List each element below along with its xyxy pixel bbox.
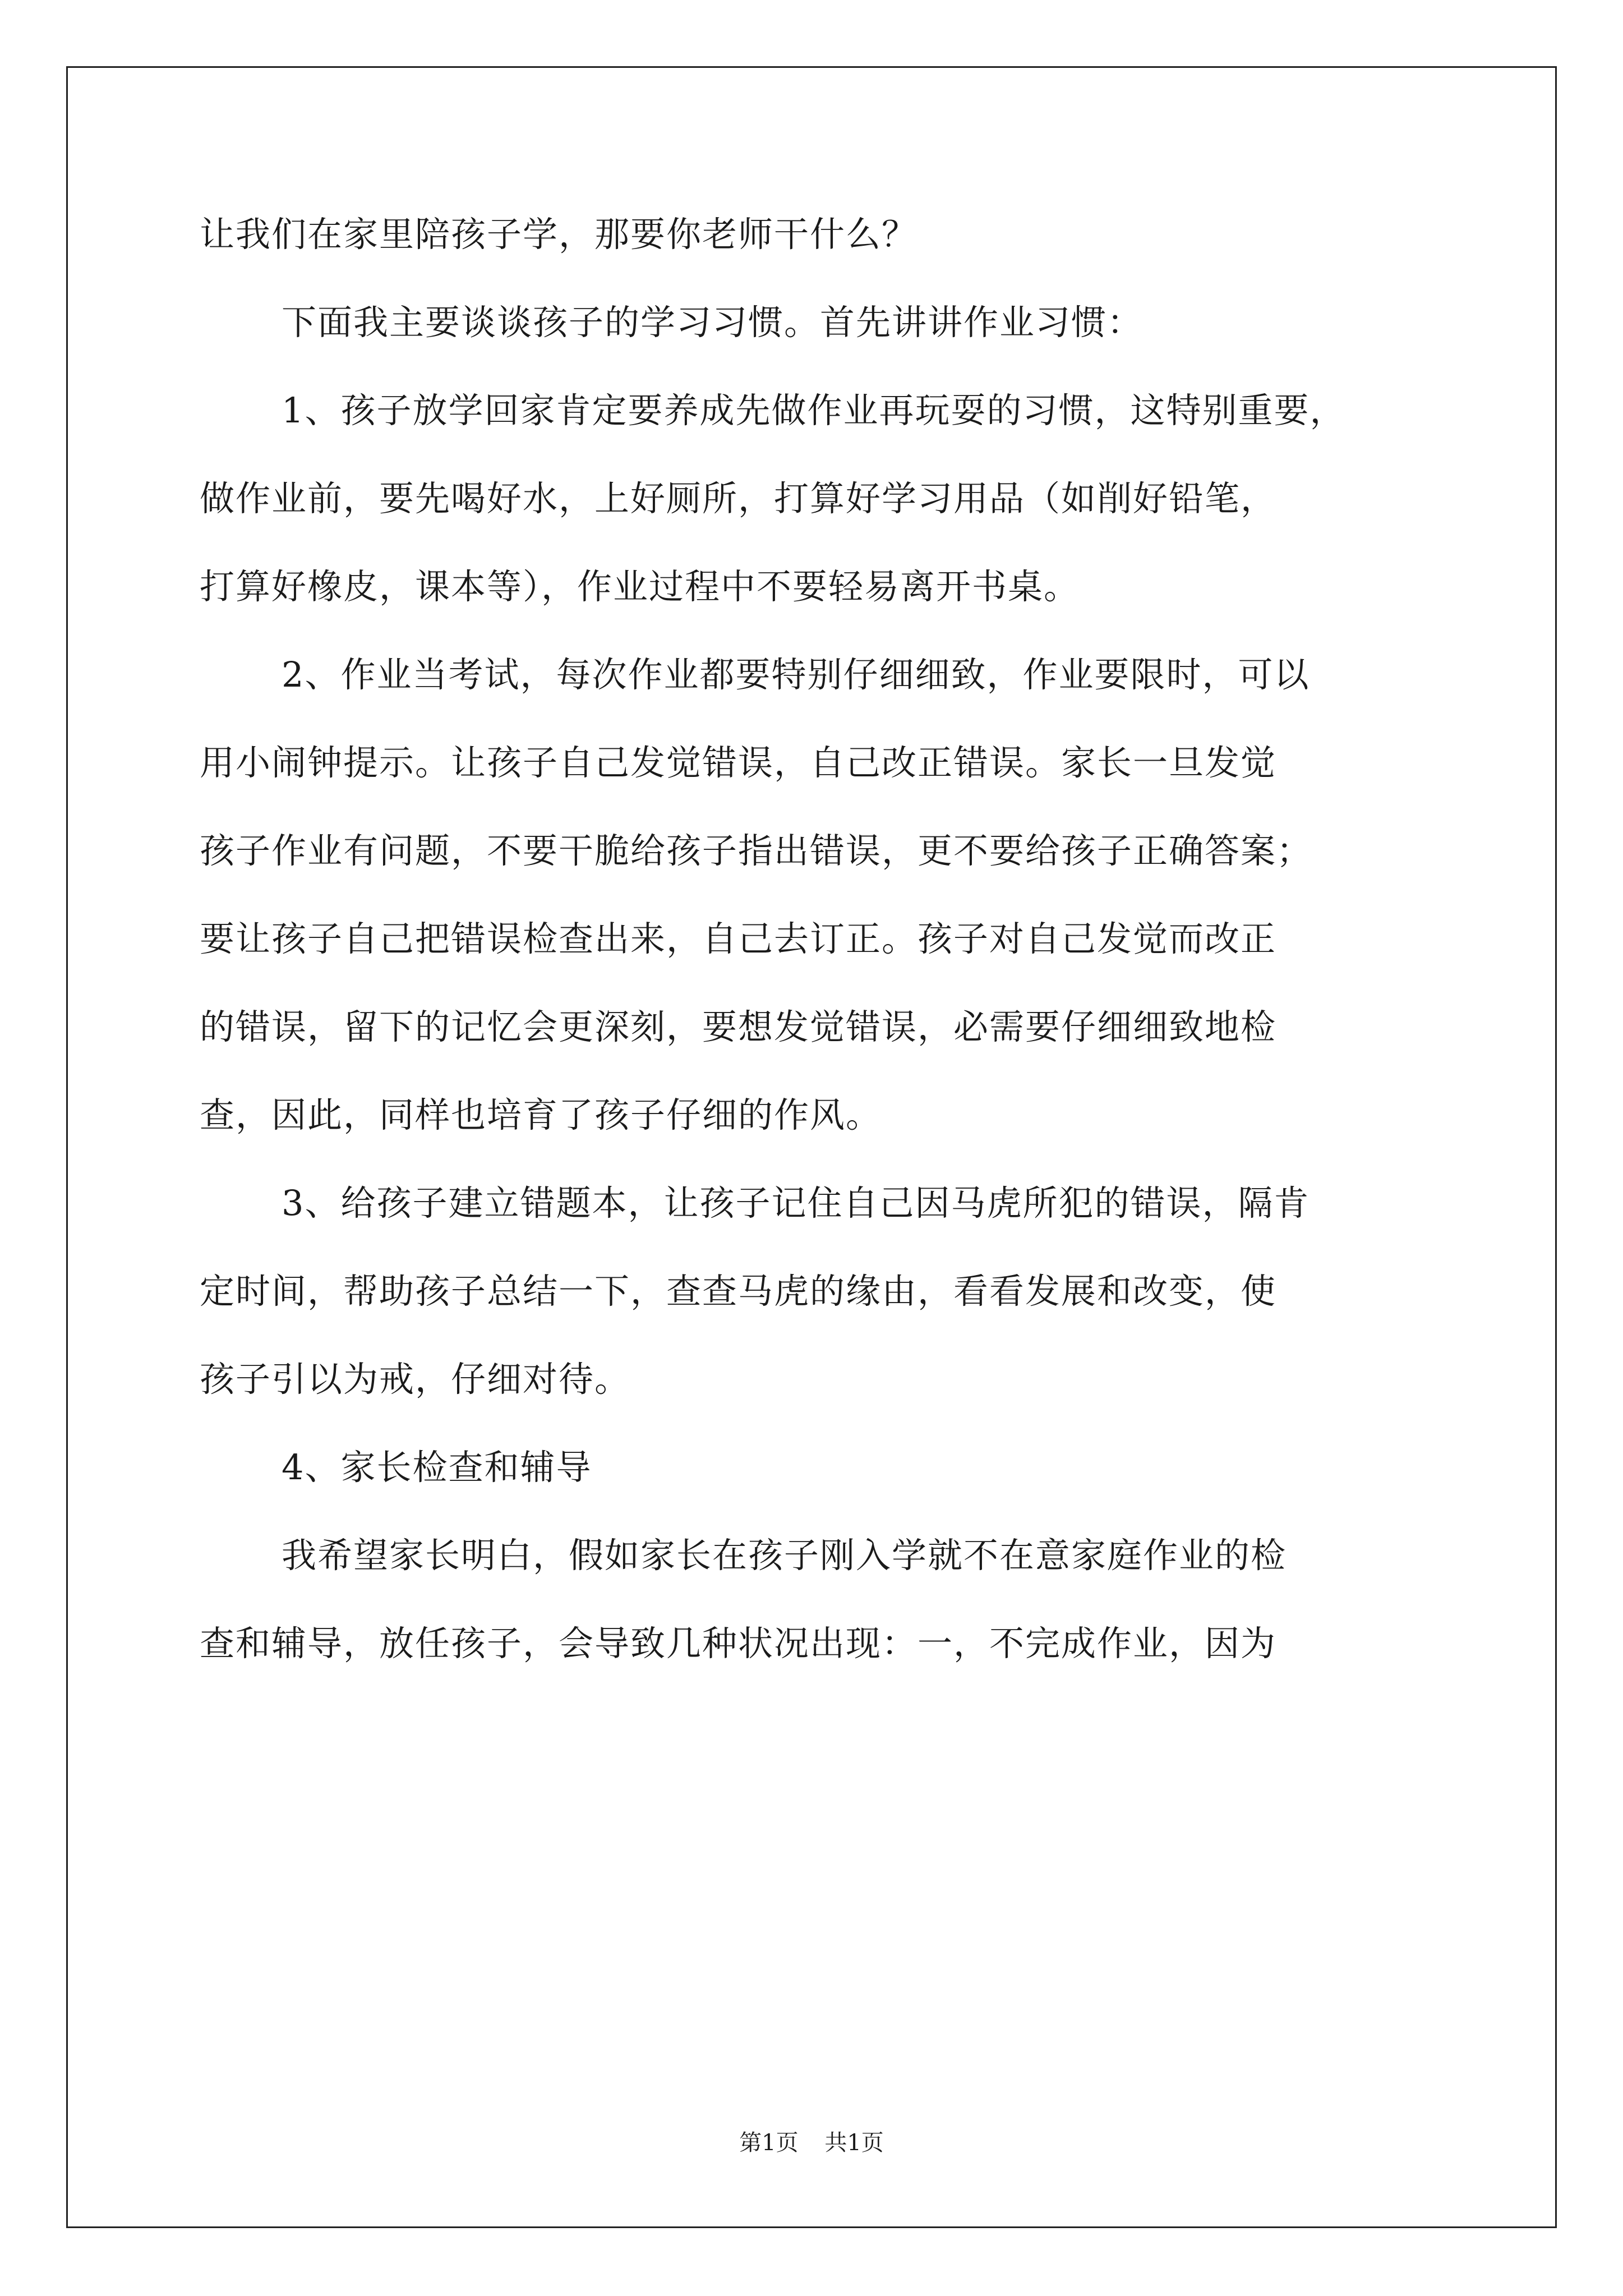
text-line: 孩子引以为戒，仔细对待。 <box>200 1359 631 1400</box>
text-line: 我希望家长明白，假如家长在孩子刚入学就不在意家庭作业的检 <box>282 1535 1287 1576</box>
page-total: 共1页 <box>824 2130 884 2156</box>
text-line: 做作业前，要先喝好水，上好厕所，打算好学习用品（如削好铅笔， <box>200 478 1277 519</box>
text-line: 用小闹钟提示。让孩子自己发觉错误，自己改正错误。家长一旦发觉 <box>200 742 1277 783</box>
text-line: 4、家长检查和辅导 <box>282 1447 592 1488</box>
text-line: 下面我主要谈谈孩子的学习习惯。首先讲讲作业习惯： <box>282 302 1144 343</box>
page-number: 第1页 <box>739 2130 799 2156</box>
text-line: 查，因此，同样也培育了孩子仔细的作风。 <box>200 1094 882 1135</box>
text-line: 打算好橡皮，课本等），作业过程中不要轻易离开书桌。 <box>200 566 1080 607</box>
text-line: 孩子作业有问题，不要干脆给孩子指出错误，更不要给孩子正确答案； <box>200 830 1313 871</box>
page-footer <box>0 2129 1623 2157</box>
text-line: 3、给孩子建立错题本，让孩子记住自己因马虎所犯的错误，隔肯 <box>282 1182 1310 1223</box>
text-line: 的错误，留下的记忆会更深刻，要想发觉错误，必需要仔细细致地检 <box>200 1006 1277 1047</box>
text-line: 让我们在家里陪孩子学，那要你老师干什么？ <box>200 214 918 255</box>
text-line: 1、孩子放学回家肯定要养成先做作业再玩耍的习惯，这特别重要， <box>282 390 1346 431</box>
text-line: 要让孩子自己把错误检查出来，自己去订正。孩子对自己发觉而改正 <box>200 918 1277 959</box>
text-line: 2、作业当考试，每次作业都要特别仔细细致，作业要限时，可以 <box>282 654 1310 695</box>
text-line: 查和辅导，放任孩子，会导致几种状况出现：一，不完成作业，因为 <box>200 1623 1277 1664</box>
text-line: 定时间，帮助孩子总结一下，查查马虎的缘由，看看发展和改变，使 <box>200 1271 1277 1312</box>
